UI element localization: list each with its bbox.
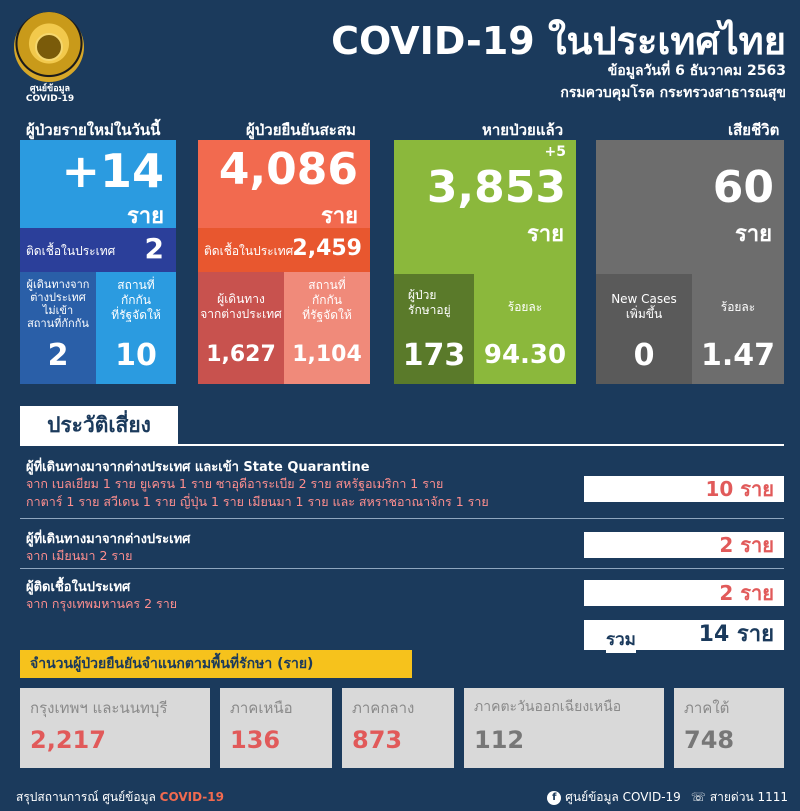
- footer-contact: [547, 788, 788, 807]
- page-title: COVID-19 ในประเทศไทย: [331, 19, 786, 63]
- rec-treating-label-1: ผู้ป่วย: [408, 288, 437, 302]
- ministry-seal-icon: [14, 12, 84, 82]
- recovered-delta: +5: [544, 144, 566, 160]
- new-cases-heading: ผู้ป่วยรายใหม่ในวันนี้: [26, 121, 161, 139]
- new-quarantine-label-2: กักกัน: [121, 293, 151, 307]
- cumulative-value: 4,086: [218, 144, 358, 195]
- region-card: [220, 688, 332, 768]
- history-heading: ประวัติเสี่ยง: [20, 406, 178, 444]
- history-item-detail: กาตาร์ 1 ราย สวีเดน 1 ราย ญี่ปุ่น 1 ราย เมียนมา 1 ราย และ สหราชอาณาจักร 1 ราย: [26, 494, 489, 509]
- cum-local-label: ติดเชื้อในประเทศ: [204, 244, 294, 258]
- region-value: 112: [474, 726, 525, 754]
- rec-treating-value: 173: [402, 338, 466, 373]
- cum-quarantine-value: 1,104: [292, 342, 362, 367]
- region-card: [342, 688, 454, 768]
- separator: [20, 568, 784, 569]
- recovered-heading: หายป่วยแล้ว: [482, 121, 564, 139]
- new-abroad-label-2: ต่างประเทศ: [30, 291, 86, 304]
- region-value: 136: [230, 726, 281, 754]
- total-value: 14 ราย: [698, 622, 774, 647]
- rec-percent-value: 94.30: [483, 340, 567, 370]
- history-item-detail: จาก เมียนมา 2 ราย: [26, 548, 133, 563]
- total-label: รวม: [606, 626, 636, 653]
- deaths-percent-label: ร้อยละ: [720, 300, 756, 314]
- rec-percent-label: ร้อยละ: [507, 300, 543, 314]
- cum-quarantine-card: [284, 272, 370, 384]
- regions-heading: จำนวนผู้ป่วยยืนยันจำแนกตามพื้นที่รักษา (ราย): [20, 650, 412, 678]
- deaths-percent-card: [692, 274, 784, 384]
- rec-treating-card: [394, 274, 474, 384]
- recovered-value: 3,853: [426, 162, 566, 213]
- region-card: [20, 688, 210, 768]
- rec-percent-card: [474, 274, 576, 384]
- logo-caption-line-2: COVID-19: [25, 94, 75, 104]
- deaths-new-value: 0: [633, 338, 655, 373]
- new-local-label: ติดเชื้อในประเทศ: [26, 244, 116, 258]
- cum-local-card: [198, 228, 370, 272]
- new-abroad-card: [20, 272, 96, 384]
- region-label: ภาคใต้: [684, 699, 730, 717]
- region-value: 873: [352, 726, 403, 754]
- history-item-detail: จาก เบลเยียม 1 ราย ยูเครน 1 ราย ซาอุดีอาระเบีย 2 ราย สหรัฐอเมริกา 1 ราย: [26, 476, 444, 491]
- phone-icon: ☏: [690, 790, 706, 804]
- new-cases-unit: ราย: [126, 204, 164, 228]
- deaths-new-card: [596, 274, 692, 384]
- footer-summary: [16, 788, 224, 807]
- history-item-title: ผู้ติดเชื้อในประเทศ: [26, 580, 131, 595]
- new-quarantine-label-1: สถานที่: [117, 278, 155, 292]
- new-quarantine-value: 10: [115, 338, 157, 373]
- cumulative-card: [198, 140, 370, 228]
- footer-summary-highlight: COVID-19: [159, 790, 224, 804]
- cumulative-unit: ราย: [320, 204, 358, 228]
- deaths-percent-value: 1.47: [700, 338, 776, 373]
- rec-treating-label-2: รักษาอยู่: [408, 303, 451, 317]
- deaths-heading: เสียชีวิต: [728, 121, 780, 139]
- new-abroad-value: 2: [47, 338, 69, 373]
- logo-caption: [10, 84, 90, 104]
- cum-quarantine-label-3: ที่รัฐจัดให้: [302, 308, 352, 322]
- new-abroad-label-4: สถานที่กักกัน: [27, 317, 89, 330]
- deaths-unit: ราย: [734, 222, 772, 247]
- history-item-title: ผู้ที่เดินทางมาจากต่างประเทศ และเข้า State Quarantine: [26, 460, 370, 475]
- deaths-value: 60: [712, 162, 774, 213]
- new-local-card: [20, 228, 176, 272]
- separator: [20, 518, 784, 519]
- new-cases-value: +14: [61, 144, 164, 198]
- region-card: [464, 688, 664, 768]
- hotline-text: สายด่วน 1111: [709, 790, 788, 804]
- recovered-unit: ราย: [526, 222, 564, 247]
- footer-summary-text: สรุปสถานการณ์ ศูนย์ข้อมูล: [16, 790, 156, 804]
- cumulative-heading: ผู้ป่วยยืนยันสะสม: [246, 121, 356, 139]
- cum-abroad-label-1: ผู้เดินทาง: [217, 292, 265, 306]
- region-card: [674, 688, 784, 768]
- cum-quarantine-label-2: กักกัน: [312, 293, 342, 307]
- deaths-card: [596, 140, 784, 274]
- cum-quarantine-label-1: สถานที่: [308, 278, 346, 292]
- new-abroad-label-3: ไม่เข้า: [42, 304, 74, 317]
- facebook-page-link[interactable]: ศูนย์ข้อมูล COVID-19: [565, 790, 681, 804]
- deaths-new-label-2: เพิ่มขึ้น: [625, 307, 663, 321]
- new-quarantine-label-3: ที่รัฐจัดให้: [111, 308, 161, 322]
- region-value: 2,217: [30, 726, 106, 754]
- region-value: 748: [684, 726, 735, 754]
- new-local-value: 2: [144, 232, 164, 265]
- facebook-icon[interactable]: f: [547, 791, 561, 805]
- new-quarantine-card: [96, 272, 176, 384]
- new-abroad-label-1: ผู้เดินทางจาก: [26, 278, 90, 291]
- recovered-card: [394, 140, 576, 274]
- deaths-new-label-1: New Cases: [611, 292, 677, 306]
- region-label: ภาคตะวันออกเฉียงเหนือ: [474, 699, 622, 715]
- history-item-title: ผู้ที่เดินทางมาจากต่างประเทศ: [26, 532, 191, 547]
- history-item-value: 10 ราย: [584, 476, 784, 502]
- date-line: ข้อมูลวันที่ 6 ธันวาคม 2563: [607, 63, 786, 79]
- region-label: ภาคกลาง: [352, 699, 415, 717]
- history-item-value: 2 ราย: [584, 532, 784, 558]
- history-item-value: 2 ราย: [584, 580, 784, 606]
- cum-abroad-label-2: จากต่างประเทศ: [200, 307, 282, 321]
- region-label: กรุงเทพฯ และนนทบุรี: [30, 699, 168, 717]
- cum-abroad-card: [198, 272, 284, 384]
- logo-caption-line-1: ศูนย์ข้อมูล: [29, 84, 71, 94]
- history-divider: [20, 444, 784, 446]
- history-item-detail: จาก กรุงเทพมหานคร 2 ราย: [26, 596, 178, 611]
- cum-local-value: 2,459: [292, 236, 362, 261]
- cum-abroad-value: 1,627: [206, 342, 276, 367]
- new-cases-card: [20, 140, 176, 228]
- region-label: ภาคเหนือ: [230, 699, 293, 717]
- source-line: กรมควบคุมโรค กระทรวงสาธารณสุข: [560, 85, 786, 101]
